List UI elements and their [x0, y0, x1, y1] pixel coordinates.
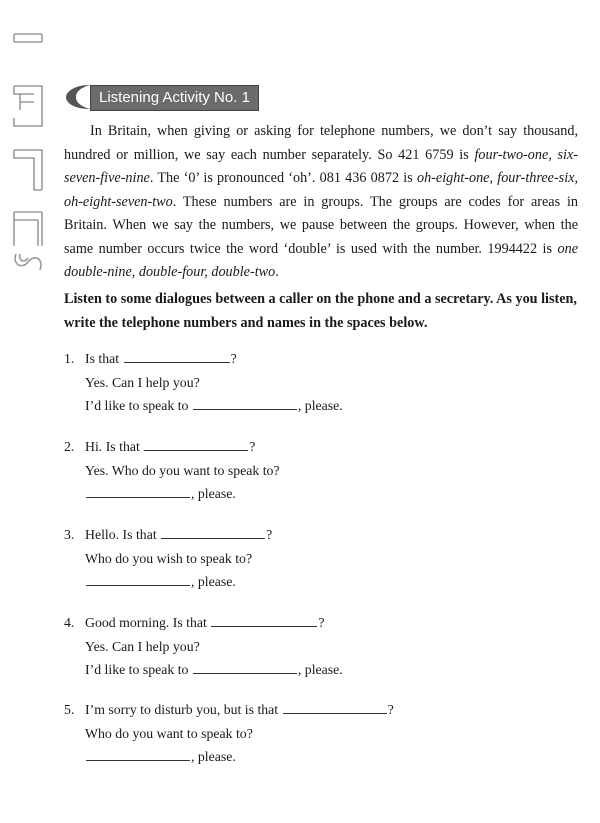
dialogue-text: Hello. Is that — [85, 527, 157, 542]
dialogue-text: I’d like to speak to — [85, 662, 189, 678]
intro-example-1: four-two-one, six-seven-five-nine — [64, 146, 578, 186]
dialogue-line — [64, 371, 584, 395]
answer-blank[interactable] — [86, 572, 190, 586]
dialogue-line — [64, 658, 584, 682]
dialogue-3 — [64, 523, 584, 594]
dialogue-line — [64, 523, 584, 547]
dialogue-line — [64, 394, 584, 418]
dialogue-line — [64, 611, 584, 635]
intro-text-3: . These numbers are in groups. The groups are codes for areas in Britain. When we say the numbers, we pause between the groups. However, when the same number occurs twice the word ‘double’ is used with the number. 1994422 is — [64, 193, 578, 257]
dialogue-text: Is that — [85, 351, 120, 366]
section-title: Listening Activity No. 1 — [90, 85, 259, 111]
dialogue-text: ? — [387, 702, 394, 717]
dialogue-4 — [64, 611, 584, 682]
dialogue-text: Who do you want to speak to? — [85, 725, 253, 741]
answer-blank[interactable] — [86, 747, 190, 761]
ielts-side-banner — [8, 22, 48, 272]
dialogue-text: I’d like to speak to — [85, 398, 189, 414]
dialogue-text: , please. — [191, 749, 236, 765]
dialogue-text: , please. — [297, 398, 343, 414]
dialogue-2 — [64, 435, 584, 506]
dialogue-line — [64, 459, 584, 483]
dialogue-line — [64, 482, 584, 506]
dialogue-text: , please. — [191, 574, 236, 590]
dialogue-number: 5. — [64, 702, 75, 717]
answer-blank[interactable] — [193, 396, 297, 410]
instructions: Listen to some dialogues between a caller on the phone and a secretary. As you listen, write the telephone numbers and names in the spaces below. — [64, 291, 577, 331]
answer-blank[interactable] — [193, 660, 297, 674]
intro-text-2: . The ‘0’ is pronounced ‘oh’. 081 436 0872 is — [149, 170, 417, 186]
dialogue-line — [64, 547, 584, 571]
answer-blank[interactable] — [124, 349, 230, 363]
intro-text-1: In Britain, when giving or asking for telephone numbers, we don’t say thousand, hundred or million, we say each number separately. So 421 6759 is — [64, 123, 578, 163]
dialogue-text: I’m sorry to disturb you, but is that — [85, 702, 279, 717]
dialogue-number: 4. — [64, 615, 75, 630]
answer-blank[interactable] — [86, 484, 190, 498]
dialogue-text: Good morning. Is that — [85, 615, 207, 630]
dialogue-line — [64, 635, 584, 659]
dialogue-text: ? — [230, 351, 237, 366]
dialogue-text: Who do you wish to speak to? — [85, 550, 253, 566]
intro-example-2: oh-eight-one, four-three-six, oh-eight-seven-two — [64, 170, 578, 210]
dialogue-text: ? — [249, 439, 256, 454]
ielts-logo-letters — [8, 22, 48, 272]
dialogue-number: 3. — [64, 527, 75, 542]
answer-blank[interactable] — [161, 525, 265, 539]
dialogue-text: Yes. Who do you want to speak to? — [85, 462, 280, 478]
section-header — [66, 84, 296, 110]
intro-text-4: . — [275, 264, 279, 280]
answer-blank[interactable] — [211, 613, 317, 627]
dialogue-text: , please. — [297, 662, 343, 678]
dialogue-line — [64, 347, 584, 371]
intro-example-3: one double-nine, double-four, double-two — [64, 240, 578, 280]
dialogue-line — [64, 435, 584, 459]
dialogue-line — [64, 745, 584, 769]
dialogue-text: Yes. Can I help you? — [85, 638, 200, 654]
intro-paragraph — [64, 120, 578, 285]
dialogue-text: ? — [318, 615, 325, 630]
dialogue-text: Hi. Is that — [85, 439, 140, 454]
dialogue-text: ? — [266, 527, 273, 542]
dialogue-line — [64, 570, 584, 594]
dialogue-line — [64, 722, 584, 746]
dialogue-5 — [64, 698, 584, 769]
dialogue-1 — [64, 347, 584, 418]
dialogue-number: 2. — [64, 439, 75, 454]
dialogue-number: 1. — [64, 351, 75, 366]
dialogue-text: Yes. Can I help you? — [85, 374, 200, 390]
dialogue-text: , please. — [191, 486, 236, 502]
answer-blank[interactable] — [144, 437, 248, 451]
dialogue-line — [64, 698, 584, 722]
answer-blank[interactable] — [283, 700, 387, 714]
